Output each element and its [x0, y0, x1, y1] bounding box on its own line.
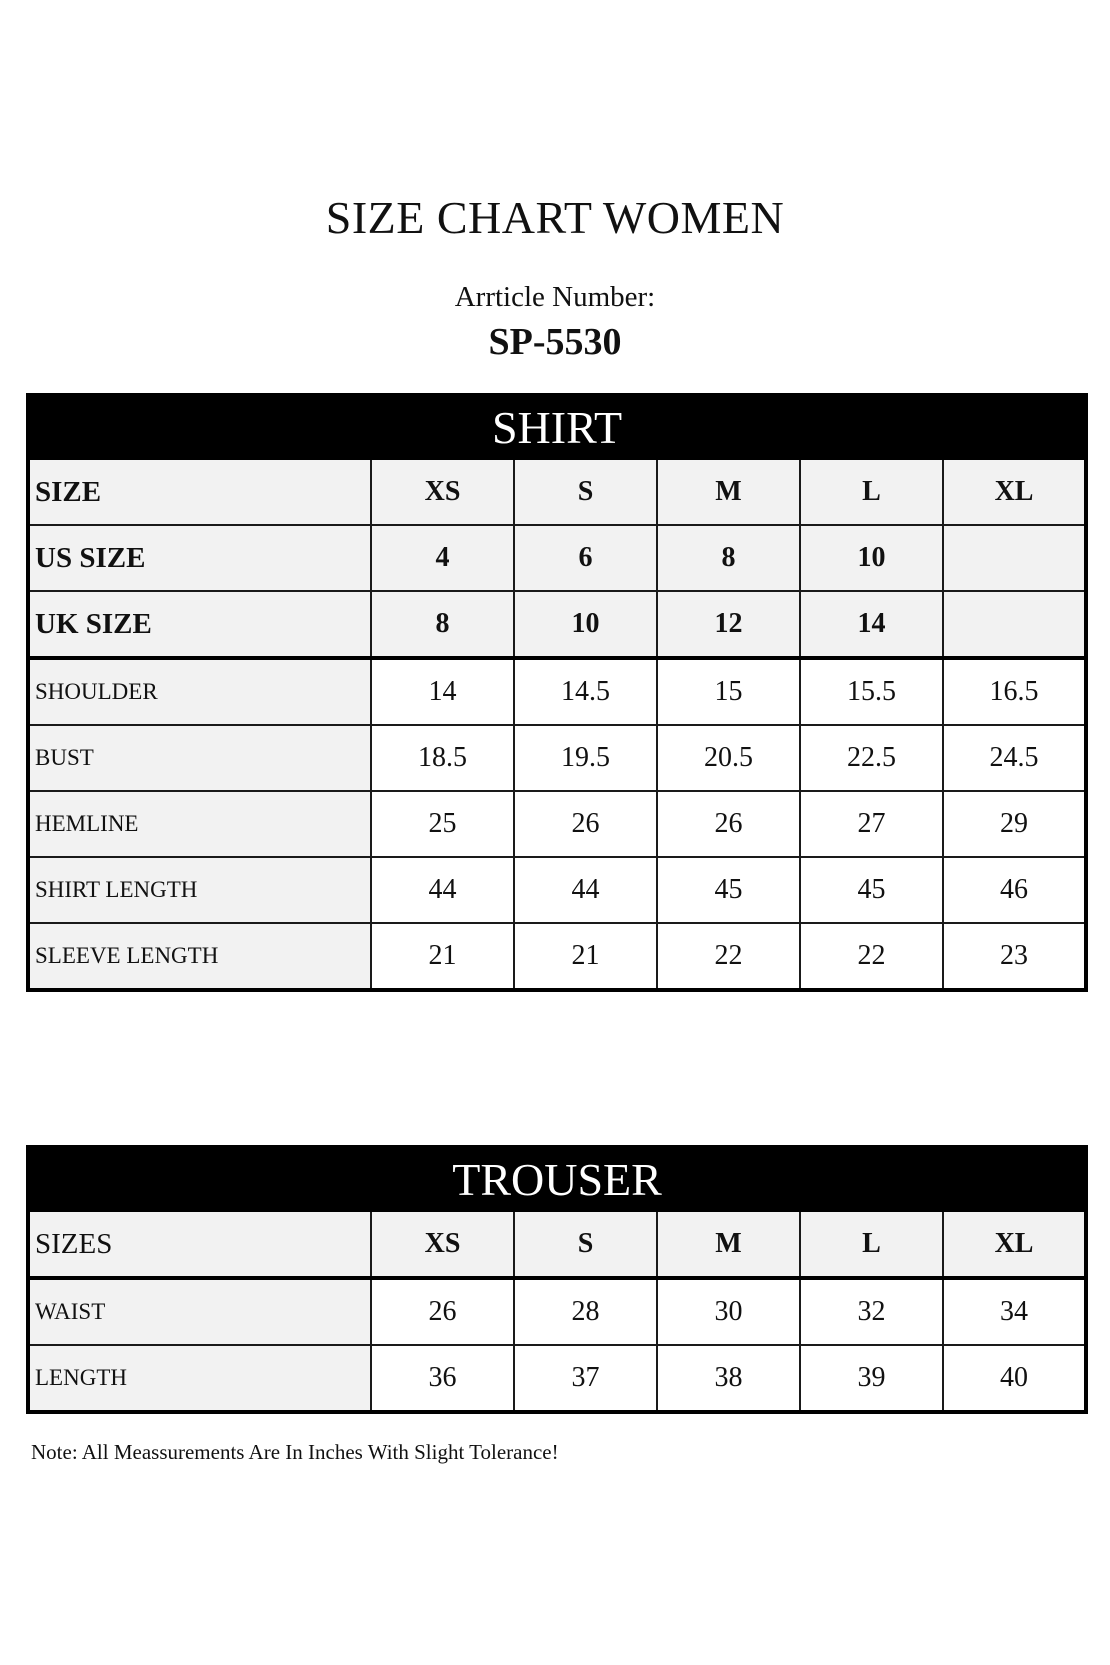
shirt-length-l: 45 — [800, 857, 943, 923]
trouser-length-l: 39 — [800, 1345, 943, 1412]
shirt-length-s: 44 — [514, 857, 657, 923]
measurement-note: Note: All Meassurements Are In Inches With Slight Tolerance! — [31, 1440, 559, 1464]
bust-xs: 18.5 — [371, 725, 514, 791]
waist-xl: 34 — [943, 1278, 1086, 1345]
shirt-us-size-row — [28, 525, 1086, 591]
sleeve-length-xl: 23 — [943, 923, 1086, 990]
waist-label: WAIST — [28, 1278, 371, 1345]
shoulder-m: 15 — [657, 658, 800, 725]
hemline-s: 26 — [514, 791, 657, 857]
shoulder-xs: 14 — [371, 658, 514, 725]
shirt-length-label: SHIRT LENGTH — [28, 857, 371, 923]
trouser-size-s-header: S — [514, 1211, 657, 1278]
shirt-size-table — [26, 393, 1088, 992]
trouser-size-xl-header: XL — [943, 1211, 1086, 1278]
shirt-size-xl-header: XL — [943, 459, 1086, 525]
waist-l: 32 — [800, 1278, 943, 1345]
sleeve-length-s: 21 — [514, 923, 657, 990]
trouser-size-header-row — [28, 1211, 1086, 1278]
shirt-shoulder-row — [28, 658, 1086, 725]
hemline-xs: 25 — [371, 791, 514, 857]
shirt-bust-row — [28, 725, 1086, 791]
shirt-length-xs: 44 — [371, 857, 514, 923]
bust-m: 20.5 — [657, 725, 800, 791]
us-size-s: 6 — [514, 525, 657, 591]
shirt-uk-size-row — [28, 591, 1086, 658]
trouser-length-xs: 36 — [371, 1345, 514, 1412]
trouser-sizes-header-label: SIZES — [28, 1211, 371, 1278]
waist-s: 28 — [514, 1278, 657, 1345]
shirt-section-title: SHIRT — [28, 395, 1086, 459]
page-title: SIZE CHART WOMEN — [325, 192, 785, 243]
hemline-l: 27 — [800, 791, 943, 857]
shirt-length-m: 45 — [657, 857, 800, 923]
bust-label: BUST — [28, 725, 371, 791]
uk-size-xl — [943, 591, 1086, 658]
trouser-length-row — [28, 1345, 1086, 1412]
uk-size-label: UK SIZE — [28, 591, 371, 658]
shirt-size-header-label: SIZE — [28, 459, 371, 525]
shirt-length-row — [28, 857, 1086, 923]
bust-l: 22.5 — [800, 725, 943, 791]
us-size-m: 8 — [657, 525, 800, 591]
bust-xl: 24.5 — [943, 725, 1086, 791]
trouser-size-l-header: L — [800, 1211, 943, 1278]
article-number-value: SP-5530 — [488, 321, 622, 363]
trouser-length-xl: 40 — [943, 1345, 1086, 1412]
sleeve-length-label: SLEEVE LENGTH — [28, 923, 371, 990]
uk-size-m: 12 — [657, 591, 800, 658]
trouser-waist-row — [28, 1278, 1086, 1345]
trouser-length-label: LENGTH — [28, 1345, 371, 1412]
sleeve-length-m: 22 — [657, 923, 800, 990]
waist-xs: 26 — [371, 1278, 514, 1345]
us-size-xl — [943, 525, 1086, 591]
shirt-size-header-row — [28, 459, 1086, 525]
bust-s: 19.5 — [514, 725, 657, 791]
trouser-section-title: TROUSER — [28, 1147, 1086, 1211]
shirt-size-l-header: L — [800, 459, 943, 525]
sleeve-length-l: 22 — [800, 923, 943, 990]
hemline-xl: 29 — [943, 791, 1086, 857]
shirt-length-xl: 46 — [943, 857, 1086, 923]
trouser-length-m: 38 — [657, 1345, 800, 1412]
shoulder-xl: 16.5 — [943, 658, 1086, 725]
uk-size-s: 10 — [514, 591, 657, 658]
shoulder-s: 14.5 — [514, 658, 657, 725]
trouser-length-s: 37 — [514, 1345, 657, 1412]
uk-size-xs: 8 — [371, 591, 514, 658]
shirt-size-s-header: S — [514, 459, 657, 525]
shirt-sleeve-length-row — [28, 923, 1086, 990]
article-number-label: Arrticle Number: — [454, 281, 656, 313]
us-size-l: 10 — [800, 525, 943, 591]
hemline-m: 26 — [657, 791, 800, 857]
shirt-size-xs-header: XS — [371, 459, 514, 525]
hemline-label: HEMLINE — [28, 791, 371, 857]
uk-size-l: 14 — [800, 591, 943, 658]
shirt-size-m-header: M — [657, 459, 800, 525]
us-size-label: US SIZE — [28, 525, 371, 591]
sleeve-length-xs: 21 — [371, 923, 514, 990]
shirt-hemline-row — [28, 791, 1086, 857]
shoulder-l: 15.5 — [800, 658, 943, 725]
trouser-size-m-header: M — [657, 1211, 800, 1278]
waist-m: 30 — [657, 1278, 800, 1345]
us-size-xs: 4 — [371, 525, 514, 591]
shoulder-label: SHOULDER — [28, 658, 371, 725]
trouser-size-xs-header: XS — [371, 1211, 514, 1278]
trouser-size-table — [26, 1145, 1088, 1414]
